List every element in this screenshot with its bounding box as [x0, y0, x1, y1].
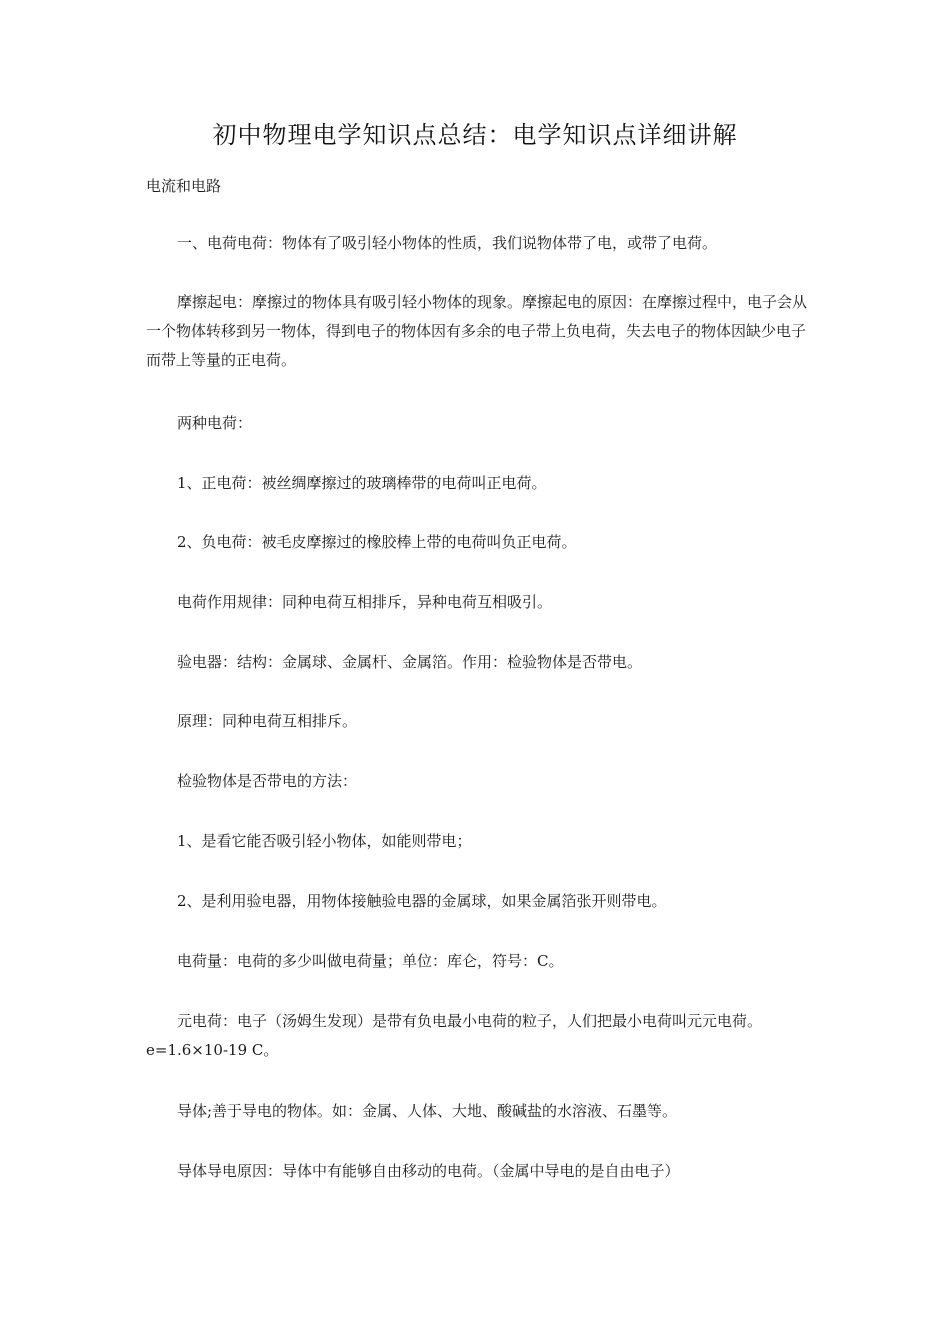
paragraph-negative-charge: 2、负电荷：被毛皮摩擦过的橡胶棒上带的电荷叫负正电荷。 — [177, 533, 577, 551]
paragraph-test-methods: 检验物体是否带电的方法： — [177, 772, 358, 790]
paragraph-two-charges: 两种电荷： — [177, 414, 253, 432]
document-title: 初中物理电学知识点总结：电学知识点详细讲解 — [212, 121, 738, 149]
paragraph-principle: 原理：同种电荷互相排斥。 — [177, 712, 358, 730]
paragraph-interaction-rule: 电荷作用规律：同种电荷互相排斥，异种电荷互相吸引。 — [177, 593, 553, 611]
paragraph-conductor: 导体;善于导电的物体。如：金属、人体、大地、酸碱盐的水溶液、石墨等。 — [177, 1102, 678, 1120]
paragraph-friction-electrification: 摩擦起电：摩擦过的物体具有吸引轻小物体的现象。摩擦起电的原因：在摩擦过程中，电子会从一个物体转移到另一物体，得到电子的物体因有多余的电子带上负电荷，失去电子的物体因缺少电子而带上等量的正电荷。 — [146, 293, 808, 369]
paragraph-method-one: 1、是看它能否吸引轻小物体，如能则带电； — [177, 832, 472, 850]
paragraph-charge-definition: 一、电荷电荷：物体有了吸引轻小物体的性质，我们说物体带了电，或带了电荷。 — [177, 234, 718, 252]
section-heading: 电流和电路 — [146, 177, 222, 195]
paragraph-conduction-reason: 导体导电原因：导体中有能够自由移动的电荷。（金属中导电的是自由电子） — [177, 1162, 680, 1180]
paragraph-electroscope: 验电器：结构：金属球、金属杆、金属箔。作用：检验物体是否带电。 — [177, 653, 643, 671]
paragraph-method-two: 2、是利用验电器，用物体接触验电器的金属球，如果金属箔张开则带电。 — [177, 892, 667, 910]
paragraph-elementary-charge: 元电荷：电子（汤姆生发现）是带有负电最小电荷的粒子，人们把最小电荷叫元元电荷。e=1.6×10-19 C。 — [146, 1012, 763, 1059]
paragraph-charge-quantity: 电荷量：电荷的多少叫做电荷量；单位：库仑，符号：C。 — [177, 952, 564, 970]
paragraph-positive-charge: 1、正电荷：被丝绸摩擦过的玻璃棒带的电荷叫正电荷。 — [177, 474, 547, 492]
